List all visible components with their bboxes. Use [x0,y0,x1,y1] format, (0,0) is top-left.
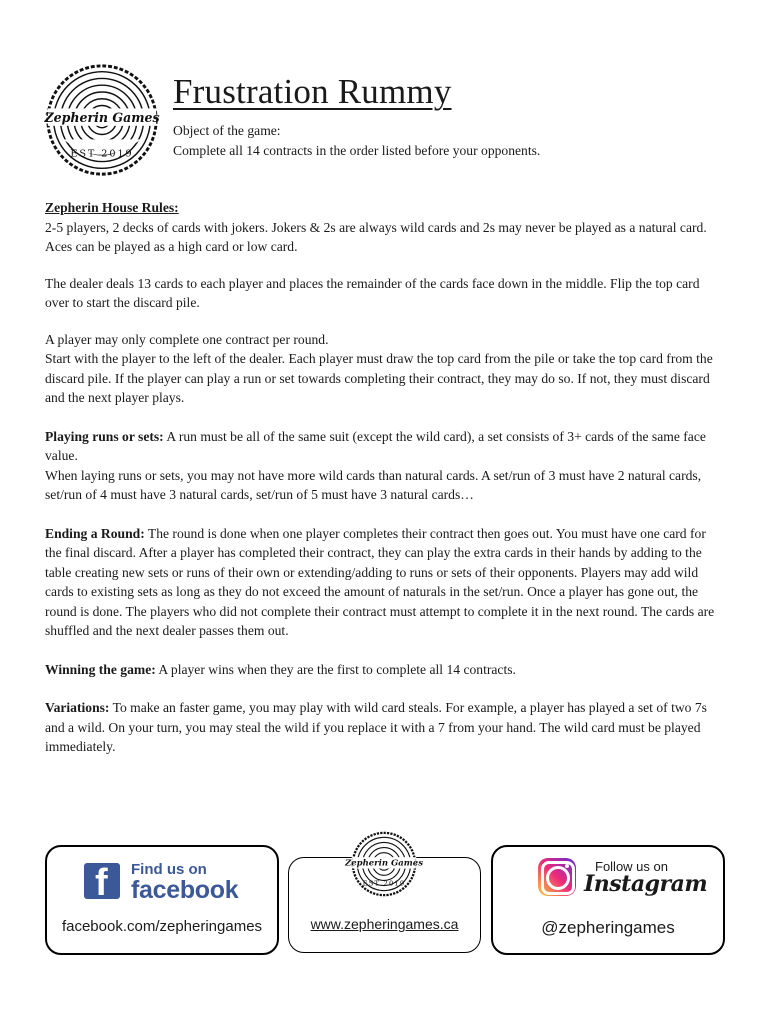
variations-label: Variations: [45,700,110,715]
instagram-follow-text: Follow us on [595,859,668,874]
ending-round-paragraph [45,524,725,641]
zepherin-games-logo [44,62,160,178]
objective-label: Object of the game: [173,123,281,138]
facebook-find-text: Find us on [131,861,207,878]
variations-text: To make an faster game, you may play with wild card steals. For example, a player has played a set of two 7s and a wild. On your turn, you may steal the wild if you replace it with a 7 from your hand. The wild card must be played immediately. [45,700,707,754]
small-logo-est-text: EST 2019 [362,879,406,888]
page-title: Frustration Rummy [173,72,452,111]
instagram-icon [538,858,576,896]
logo-est-text: EST 2019 [70,148,134,160]
winning-paragraph [45,660,725,680]
house-rules-p3a: A player may only complete one contract per round. [45,331,329,347]
ending-round-label: Ending a Round: [45,525,145,541]
winning-text: A player wins when they are the first to complete all 14 contracts. [155,661,516,677]
winning-label: Winning the game: [45,661,156,677]
ending-round-text: The round is done when one player completes their contract then goes out. You must have one card for the final discard. After a player has completed their contract, they can play the extra cards in their hands by adding to the table creating new sets or runs of their own or extending/adding to runs or sets of their opponents. Players may add wild cards to existing sets as long as they do not exceed the amount of naturals in the set/run. Once a player has gone out, the round is done. The players who did not complete their contract must attempt to complete it in the next round. The cards are shuffled and the next dealer passes them out. [45,525,715,638]
instagram-wordmark: Instagram [584,871,708,897]
facebook-url-link[interactable]: facebook.com/zepheringames [61,918,263,935]
runs-sets-text2: When laying runs or sets, you may not have more wild cards than natural cards. A set/run of 3 must have 2 natural cards, set/run of 4 must have 3 natural cards, set/run of 5 must have 3 natural cards… [45,467,702,502]
zepherin-games-small-logo [345,830,423,898]
house-rules-p2: The dealer deals 13 cards to each player and places the remainder of the cards face down in the middle. Flip the top card over to start the discard pile. [45,275,700,310]
runs-sets-paragraph [45,427,725,466]
house-rules-heading: Zepherin House Rules: [45,200,179,215]
house-rules-p3b: Start with the player to the left of the dealer. Each player must draw the top card from the pile or take the top card from the discard pile. If the player can play a run or set towards completing their contract, they may do so. If not, they must discard and the next player plays. [45,351,713,405]
objective [173,121,540,161]
facebook-icon: f [84,863,120,899]
small-logo-brand-text: Zepherin Games [345,858,423,869]
objective-text: Complete all 14 contracts in the order listed before your opponents. [173,143,541,158]
website-card[interactable] [288,857,481,953]
website-url-link[interactable]: www.zepheringames.ca [310,916,459,932]
rules-body [45,198,725,757]
runs-sets-label: Playing runs or sets: [45,428,164,444]
logo-brand-text: Zepherin Games [44,109,160,125]
variations-paragraph [45,698,725,757]
instagram-handle-link[interactable]: @zepheringames [541,918,675,937]
facebook-wordmark: facebook [131,876,239,904]
house-rules-p1: 2-5 players, 2 decks of cards with jokers. Jokers & 2s are always wild cards and 2s may never be played as a natural card. Aces can be played as a high card or low card. [45,219,707,254]
instagram-card[interactable] [491,845,725,955]
runs-sets-text: A run must be all of the same suit (except the wild card), a set consists of 3+ cards of the same face value. [45,428,706,463]
facebook-card[interactable] [45,845,279,955]
